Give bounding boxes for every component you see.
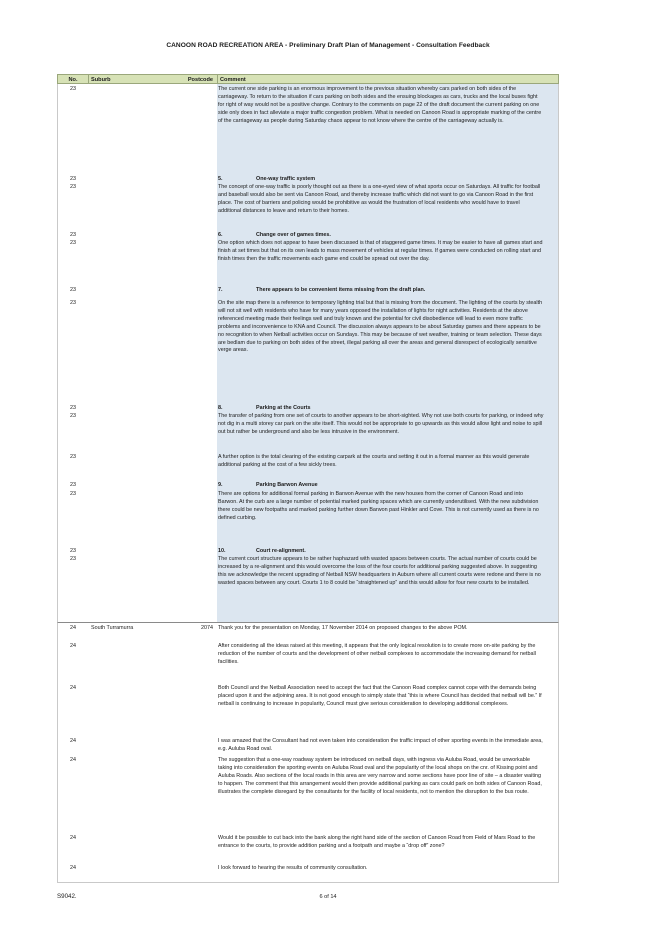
header-suburb: Suburb bbox=[88, 75, 151, 83]
header-postcode: Postcode bbox=[187, 77, 213, 83]
submission-23: 23 The current one side parking is an enormous improvement to the previous situation whereby cars parked on both sides of the carriageway. To return to the situation if cars parking on both sides and the ensuing blockages as cars, trucks and the local buses fight for right of way would not be a positive change. Contrary to the comments on page 22 of the draft document the current parking on one side only does in fact alleviate a major traffic congestion problem. What is needed on Canoon Road is appropriate marking of the centre of the carriageway as people during Saturday chaos appear to not know where the centre of the carriageway actually is. 23 5. One-way traffic system 23 The concept of one-way traffic is poorly thought out as there is a one-eyed view of what sports occur on Saturdays. All traffic for football and baseball would also be sent via Canoon Road, and thereby increase traffic which did not want to go via Canoon Road in the first place. The cost of barriers and policing would be prohibitive as would the frustration of local residents who would have to travel additional distances to leave and return to their homes. 23 6. Change over of games times. 23 One option which does not appear to have been discussed is that of staggered game times. It may be easier to have all games start and finish at set times but that on its own leads to mass movement of vehicles at regular times. If games were conducted on rolling start and finish times then the traffic movements each game end could be spread out over the day. 23 7. There appears to be convenient items missing from the draft plan. 23 On the site map there is a reference to temporary lighting trial but that is missing from the document. The lighting of the courts by stealth will not sit well with residents who have for many years opposed the installation of lights for night activities. Residents at the above referenced meeting made their feelings well and truly known and the potential for civil disobedience will lead to even more traffic problems and inconvenience to KNA and Council. The discussion always appears to be about Saturday games and there appears to be no recognition to when Netball activities occur on Sundays. This may be because of wet weather, training or team selection. These days are bedlam due to parking on both sides of the street, illegal parking all over the areas and general disrespect of ecologically sensitive verge areas. 23 8. Parking at the Courts 23 The transfer of parking from one set of courts to another appears to be short-sighted. Why not use both courts for parking, or indeed why not dig in a multi storey car park on the site itself. This would not be appropriate to go upwards as this would allow light and noise to spill out but rather be underground and also be less intrusive in the environment. 23 A further option is the total clearing of the existing carpark at the courts and setting it out in a formal manner as this would generate additional parking at the cost of a few sickly trees. 23 9. Parking Barwon Avenue 23 There are options for additional formal parking in Barwon Avenue with the new houses from the corner of Canoon Road and into Barwon. At the curb are a large number of potential marked parking spaces which are currently underutilised. With the new subdivision there could be new footpaths and marked parking further down Barwon past Hinkler and Cove. This is not currently used as there is no defined curbing. 23 10. Court re-alignment. 23 The current court structure appears to be rather haphazard with wasted spaces between courts. The actual number of courts could be increased by a re-alignment and this would overcome the loss of the four courts for additional parking suggested above. In suggesting this we acknowledge the recent upgrading of Netball NSW headquarters in Auburn where all current courts were redone and there is no wasted spaces between any court. Courts 1 to 8 could be “straightened up” and this would allow for four new courts to be installed. bbox=[57, 84, 559, 622]
document-reference: S9042. bbox=[57, 893, 77, 900]
table-header-row bbox=[57, 74, 559, 84]
page-number: 6 of 14 bbox=[319, 894, 337, 900]
submission-24: 24 South Turramurra 2074 Thank you for the presentation on Monday, 17 November 2014 on proposed changes to the above POM. 24 After considering all the ideas raised at this meeting, it appears that the only logical resolution is to create more on-site parking by the reduction of the number of courts and the development of other netball complexes to accommodate the increasing demand for netball facilities. 24 Both Council and the Netball Association need to accept the fact that the Canoon Road complex cannot cope with the demands being placed upon it and the adjoining area. It is not good enough to simply state that “this is where Council has decided that netball will be.” If netball is continuing to increase in popularity, Council must give serious consideration to developing additional complexes. 24 I was amazed that the Consultant had not even taken into consideration the traffic impact of other sporting events in the immediate area, e.g. Auluba Road oval. 24 The suggestion that a one-way roadway system be introduced on netball days, with ingress via Auluba Road, would be unworkable taking into consideration the sporting events on Auluba Road oval and the popularity of the local shops on the cnr. of Kissing point and Auluba Roads. Also sections of the local roads in this area are very narrow and some sections have poor line of site – a disaster waiting to happen. The comment that this arrangement would then provide additional parking as cars could park on both sides of Canoon Road, illustrates the complete disregard by the consultants for the facility of local residents, not to mention the disruption to the bus route. 24 Would it be possible to cut back into the bank along the right hand side of the section of Canoon Road from Field of Mars Road to the entrance to the courts, to provide addition parking and a footpath and maybe a “drop off” zone? 24 I look forward to hearing the results of community consultation. bbox=[57, 622, 559, 883]
document-title: CANOON ROAD RECREATION AREA - Preliminary Draft Plan of Management - Consultation Feedback bbox=[166, 42, 490, 49]
header-no: No. bbox=[68, 77, 78, 83]
header-comment: Comment bbox=[217, 75, 558, 83]
feedback-table bbox=[57, 74, 559, 883]
